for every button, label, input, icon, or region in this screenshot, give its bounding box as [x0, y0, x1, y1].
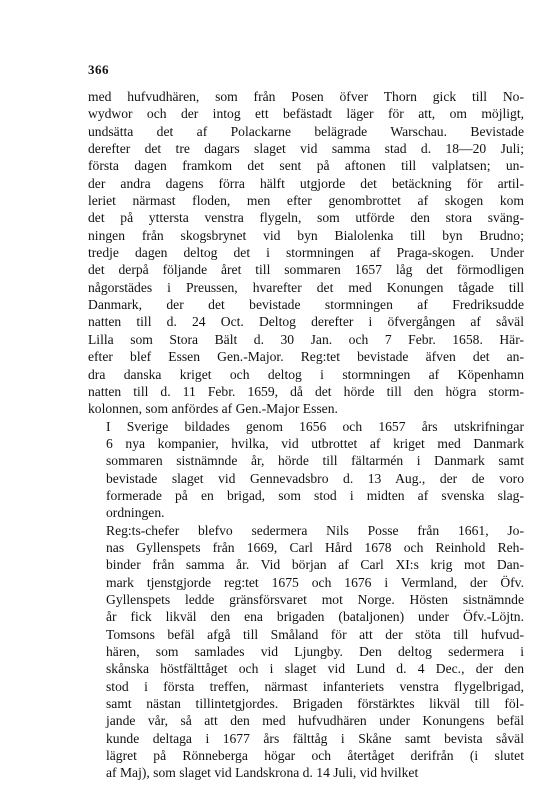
text-line: år fick likväl den ena brigaden (bataljonen) under Öfv.-Löjtn.: [106, 609, 524, 625]
text-line: tredje dagen deltog det i stormningen af Praga-skogen. Under: [88, 245, 524, 261]
text-line: jande vår, så att den med hufvudhären under Konungens befäl: [106, 713, 524, 729]
text-line: kunde deltaga i 1677 års fälttåg i Skåne samt bevista såväl: [106, 730, 524, 746]
text-line: nas Gyllenspets från 1669, Carl Hård 1678 och Reinhold Reh-: [106, 539, 524, 555]
text-line: det på yttersta venstra flygeln, som utförde den stora sväng-: [88, 210, 524, 226]
paragraph: [88, 88, 524, 418]
text-line: I Sverige bildades genom 1656 och 1657 års utskrifningar: [106, 418, 524, 434]
text-line: stod i första treffen, närmast infanteriets venstra flygelbrigad,: [106, 678, 524, 694]
text-line: ningen från skogsbrynet vid byn Bialolenka till byn Brudno;: [88, 227, 524, 243]
text-line: första dagen framkom det sent på aftonen till valplatsen; un-: [88, 158, 524, 174]
text-line: ordningen.: [106, 505, 165, 521]
text-line: skånska höstfälttåget och i slaget vid Lund d. 4 Dec., der den: [106, 661, 524, 677]
document-page: [88, 62, 524, 782]
text-line: der andra dagens förra hälft utgjorde det betäckning för artil-: [88, 175, 524, 191]
text-line: binder från samma år. Vid början af Carl XI:s krig mot Dan-: [106, 557, 524, 573]
text-line: någorstädes i Preussen, hvarefter det med Konungen tågade till: [88, 279, 524, 295]
text-line: af Maj), som slaget vid Landskrona d. 14 Juli, vid hvilket: [106, 765, 419, 781]
text-line: derefter det tre dagars slaget vid samma stad d. 18—20 Juli;: [88, 141, 524, 157]
text-line: mark tjenstgjorde reg:tet 1675 och 1676 i Vermland, der Öfv.: [106, 574, 524, 590]
text-line: med hufvudhären, som från Posen öfver Thorn gick till No-: [88, 89, 524, 104]
text-line: formerade på en brigad, som stod i midten af svenska slag-: [106, 487, 524, 503]
page-number: 366: [88, 62, 109, 77]
text-line: det derpå följande året till sommaren 1657 låg det förmodligen: [88, 262, 524, 278]
text-line: Gyllenspets ledde gränsförsvaret mot Norge. Hösten sistnämnde: [106, 591, 524, 607]
body-text: [88, 88, 524, 782]
text-line: natten till d. 24 Oct. Deltog derefter i öfvergången af såväl: [88, 314, 524, 330]
text-line: lägret på Rönneberga högar och återtåget derifrån (i slutet: [106, 748, 524, 764]
text-line: hären, som samlades vid Ljungby. Den deltog sedermera i: [106, 644, 524, 659]
text-line: undsätta det af Polackarne belägrade Warschau. Bevistade: [88, 123, 524, 139]
text-line: wydwor och der intog ett befästadt läger för att, om möjligt,: [88, 106, 524, 122]
text-line: Lilla som Stora Bält d. 30 Jan. och 7 Febr. 1658. Här-: [88, 331, 524, 347]
text-line: sommaren sistnämnde år, hörde till fältarmén i Danmark samt: [106, 453, 524, 469]
paragraph: [88, 522, 524, 782]
paragraph: [88, 418, 524, 522]
text-line: Tomsons befäl afgå till Småland för att der stöta till hufvud-: [106, 626, 524, 642]
text-line: bevistade slaget vid Gennevadsbro d. 13 Aug., der de voro: [106, 470, 524, 486]
text-line: natten till d. 11 Febr. 1659, då det hörde till den högra storm-: [88, 383, 524, 399]
text-line: Danmark, der det bevistade stormningen af Fredriksudde: [88, 297, 524, 313]
text-line: kolonnen, som anfördes af Gen.-Major Essen.: [88, 401, 338, 417]
text-line: efter blef Essen Gen.-Major. Reg:tet bevistade äfven det an-: [88, 349, 524, 365]
text-line: dra danska kriget och deltog i stormningen af Köpenhamn: [88, 366, 524, 382]
text-line: Reg:ts-chefer blefvo sedermera Nils Posse från 1661, Jo-: [106, 522, 524, 538]
text-line: leriet närmast floden, men efter genombrottet af skogen kom: [88, 193, 524, 209]
text-line: 6 nya kompanier, hvilka, vid utbrottet af kriget med Danmark: [106, 435, 524, 451]
text-line: samt nästan tillintetgjordes. Brigaden förstärktes likväl till föl-: [106, 696, 524, 712]
